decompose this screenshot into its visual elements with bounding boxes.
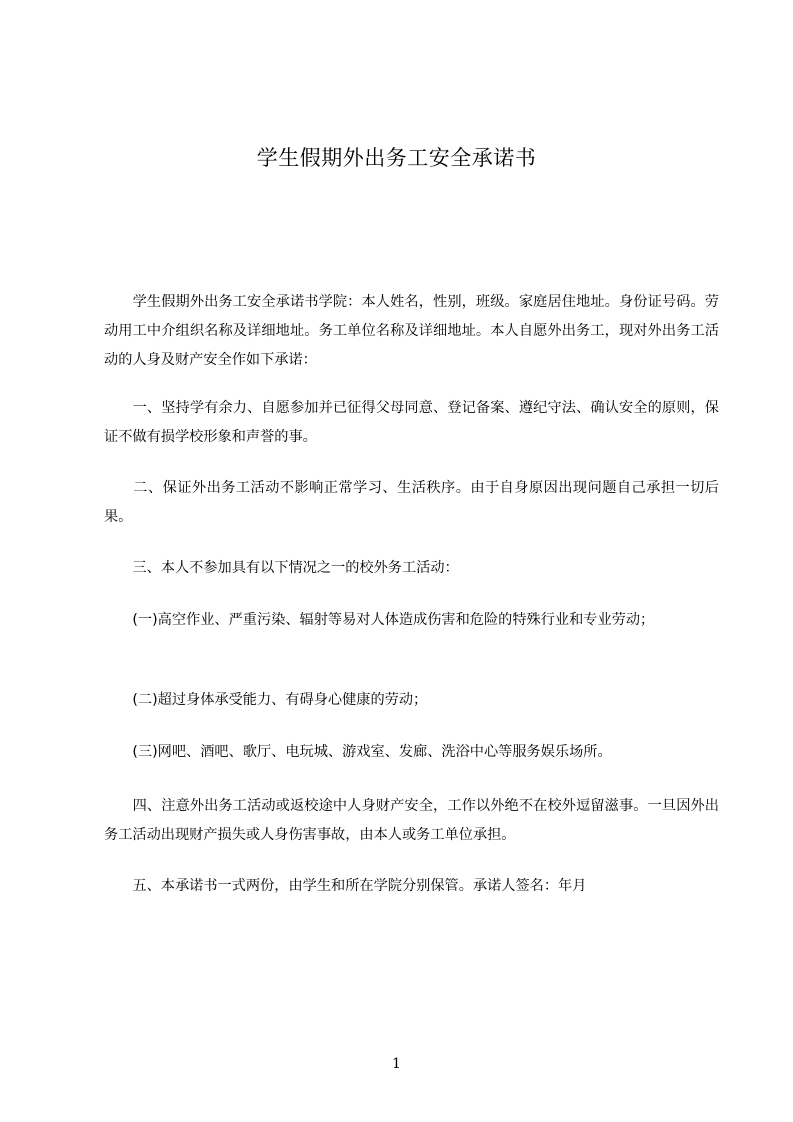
document-title: 学生假期外出务工安全承诺书 xyxy=(256,146,537,170)
sub-item-one: (一)高空作业、严重污染、辐射等易对人体造成伤害和危险的特殊行业和专业劳动； xyxy=(104,612,655,628)
commitment-one: 一、坚持学有余力、自愿参加并已征得父母同意、登记备案、遵纪守法、确认安全的原则，保证不做有损学校形象和声誉的事。 xyxy=(104,400,719,445)
commitment-three: 三、本人不参加具有以下情况之一的校外务工活动： xyxy=(104,560,459,576)
sub-item-three: (三)网吧、酒吧、歌厅、电玩城、游戏室、发廊、洗浴中心等服务娱乐场所。 xyxy=(104,744,612,760)
page-number: 1 xyxy=(392,1056,401,1072)
sub-item-two: (二)超过身体承受能力、有碍身心健康的劳动； xyxy=(104,692,428,708)
commitment-four: 四、注意外出务工活动或返校途中人身财产安全，工作以外绝不在校外逗留滋事。一旦因外出务工活动出现财产损失或人身伤害事故，由本人或务工单位承担。 xyxy=(104,798,719,843)
intro-paragraph: 学生假期外出务工安全承诺书学院：本人姓名，性别，班级。家庭居住地址。身份证号码。劳动用工中介组织名称及详细地址。务工单位名称及详细地址。本人自愿外出务工，现对外出务工活动的人身及财产安全作如下承诺： xyxy=(104,294,719,368)
commitment-two: 二、保证外出务工活动不影响正常学习、生活秩序。由于自身原因出现问题自己承担一切后果。 xyxy=(104,480,719,525)
commitment-five: 五、本承诺书一式两份，由学生和所在学院分别保管。承诺人签名：年月 xyxy=(104,878,587,894)
